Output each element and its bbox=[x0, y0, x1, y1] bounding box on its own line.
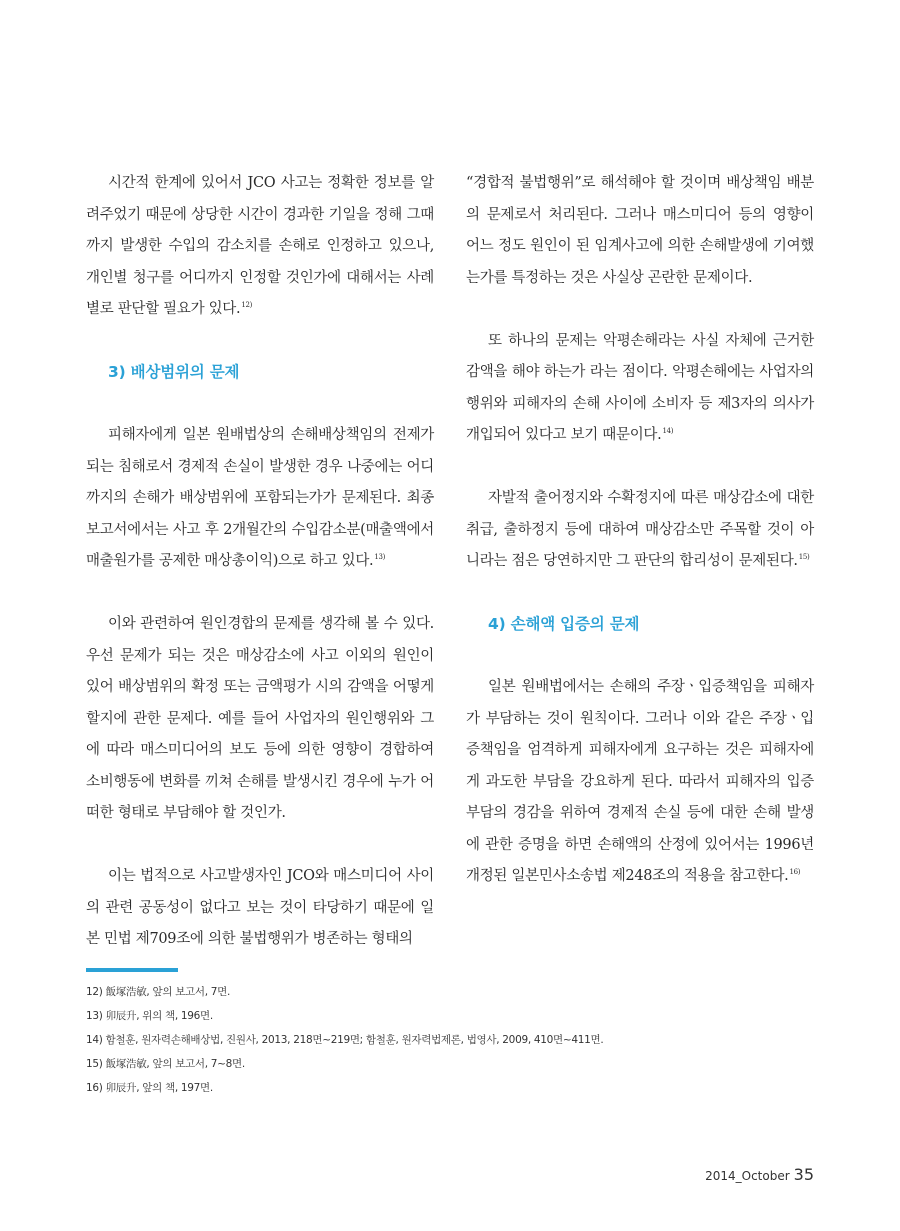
page-number: 35 bbox=[793, 1165, 814, 1184]
paragraph bbox=[466, 483, 814, 578]
paragraph-text: “경합적 불법행위”로 해석해야 할 것이며 배상책임 배분의 문제로서 처리된다. 그러나 매스미디어 등의 영향이 어느 정도 원인이 된 임계사고에 의한 손해발생에 기여했는가를 특정하는 것은 사실상 곤란한 문제이다. bbox=[466, 175, 814, 286]
footnote-ref[interactable]: 13) bbox=[374, 553, 386, 561]
page-footer bbox=[705, 1165, 814, 1184]
footnote-ref[interactable]: 16) bbox=[789, 868, 801, 876]
footnotes bbox=[86, 980, 826, 1100]
paragraph bbox=[466, 672, 814, 893]
left-column bbox=[86, 168, 434, 956]
footnote-ref[interactable]: 12) bbox=[241, 301, 253, 309]
footnote: 16) 卯辰升, 앞의 책, 197면. bbox=[86, 1082, 213, 1094]
paragraph-text: 일본 원배법에서는 손해의 주장ㆍ입증책임을 피해자가 부담하는 것이 원칙이다. 그러나 이와 같은 주장ㆍ입증책임을 엄격하게 피해자에게 요구하는 것은 피해자에게 과도한 부담을 강요하게 된다. 따라서 피해자의 입증부담의 경감을 위하여 경제적 손실 등에 대한 손해 발생에 관한 증명을 하면 손해액의 산정에 있어서는 1996년 개정된 일본민사소송법 제248조의 적용을 참고한다. bbox=[466, 679, 814, 884]
footnote: 13) 卯辰升, 위의 책, 196면. bbox=[86, 1010, 213, 1022]
paragraph-text: 이와 관련하여 원인경합의 문제를 생각해 볼 수 있다. 우선 문제가 되는 것은 매상감소에 사고 이외의 원인이 있어 배상범위의 확정 또는 금액평가 시의 감액을 어떻게 할지에 관한 문제다. 예를 들어 사업자의 원인행위와 그에 따라 매스미디어의 보도 등에 의한 영향이 경합하여 소비행동에 변화를 끼쳐 손해를 발생시킨 경우에 누가 어떠한 형태로 부담해야 할 것인가. bbox=[86, 616, 434, 821]
paragraph bbox=[466, 168, 814, 294]
footnote: 14) 함철훈, 원자력손해배상법, 진원사, 2013, 218면~219면; 함철훈, 원자력법제론, 법영사, 2009, 410면~411면. bbox=[86, 1034, 604, 1046]
footnote-divider bbox=[86, 968, 178, 972]
right-column bbox=[466, 168, 814, 893]
paragraph-text: 시간적 한계에 있어서 JCO 사고는 정확한 정보를 알려주었기 때문에 상당한 시간이 경과한 기일을 정해 그때까지 발생한 수입의 감소치를 손해로 인정하고 있으나, 개인별 청구를 어디까지 인정할 것인가에 대해서는 사례별로 판단할 필요가 있다. bbox=[86, 175, 434, 317]
paragraph bbox=[86, 168, 434, 326]
section-heading: 4) 손해액 입증의 문제 bbox=[488, 615, 640, 633]
paragraph-text: 이는 법적으로 사고발생자인 JCO와 매스미디어 사이의 관련 공동성이 없다고 보는 것이 타당하기 때문에 일본 민법 제709조에 의한 불법행위가 병존하는 형태의 bbox=[86, 868, 434, 947]
issue-label: 2014_October bbox=[705, 1169, 790, 1183]
paragraph-text: 피해자에게 일본 원배법상의 손해배상책임의 전제가 되는 침해로서 경제적 손실이 발생한 경우 나중에는 어디까지의 손해가 배상범위에 포함되는가가 문제된다. 최종보고서에서는 사고 후 2개월간의 수입감소분(매출액에서 매출원가를 공제한 매상총이익)으로 하고 있다. bbox=[86, 427, 434, 569]
paragraph bbox=[86, 420, 434, 578]
paragraph-text: 자발적 출어정지와 수확정지에 따른 매상감소에 대한 취급, 출하정지 등에 대하여 매상감소만 주목할 것이 아니라는 점은 당연하지만 그 판단의 합리성이 문제된다. bbox=[466, 490, 814, 569]
footnote-ref[interactable]: 14) bbox=[662, 427, 674, 435]
footnote-ref[interactable]: 15) bbox=[798, 553, 810, 561]
paragraph bbox=[86, 861, 434, 956]
footnote: 12) 飯塚浩敏, 앞의 보고서, 7면. bbox=[86, 986, 231, 998]
footnote: 15) 飯塚浩敏, 앞의 보고서, 7~8면. bbox=[86, 1058, 245, 1070]
paragraph bbox=[466, 326, 814, 452]
paragraph-text: 또 하나의 문제는 악평손해라는 사실 자체에 근거한 감액을 해야 하는가 라는 점이다. 악평손해에는 사업자의 행위와 피해자의 손해 사이에 소비자 등 제3자의 의사가 개입되어 있다고 보기 때문이다. bbox=[466, 332, 814, 443]
paragraph bbox=[86, 609, 434, 830]
section-heading: 3) 배상범위의 문제 bbox=[108, 363, 240, 381]
